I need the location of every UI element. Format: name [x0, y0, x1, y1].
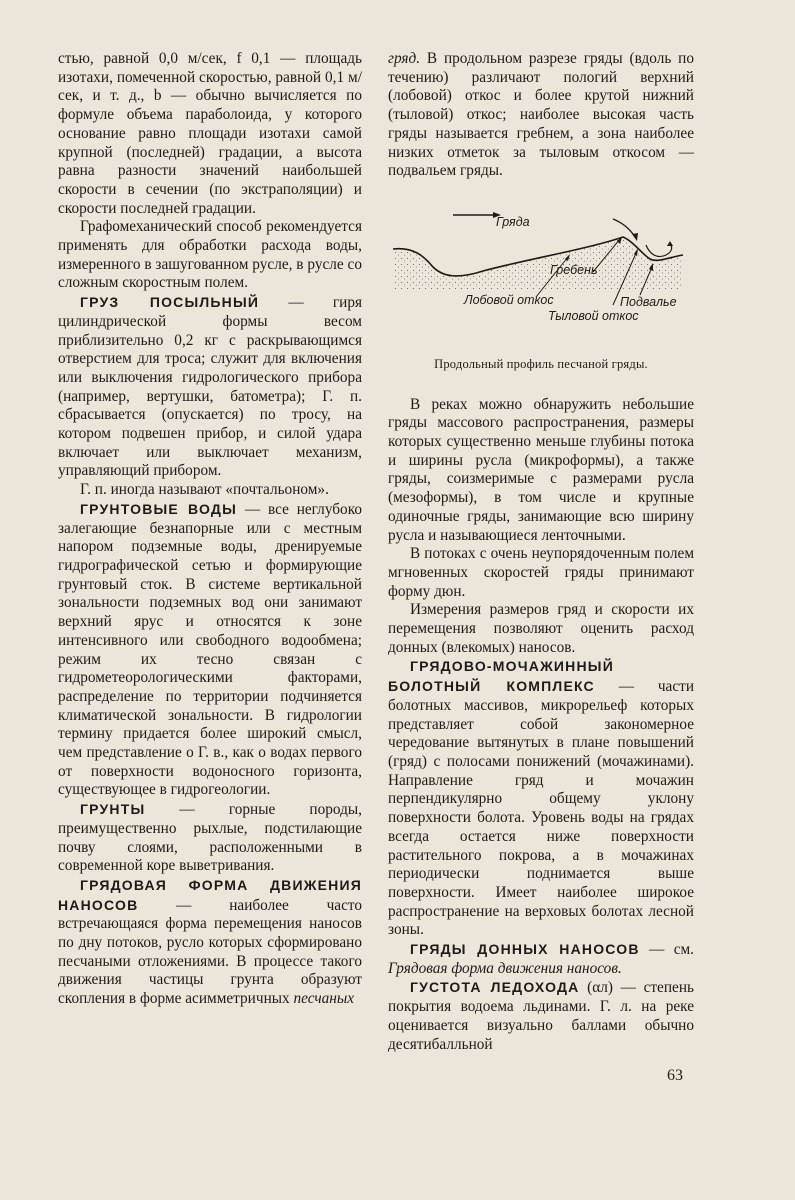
text-paragraph: Измерения размеров гряд и скорости их перемещения позволяют оценить расход донных (влекомых) наносов.	[388, 601, 694, 656]
sand-ridge-figure	[388, 197, 694, 347]
dictionary-entry	[58, 876, 362, 1009]
left-column	[58, 50, 362, 1009]
entry-term: ГРУНТОВЫЕ ВОДЫ	[80, 500, 238, 517]
text-paragraph: В реках можно обнаружить небольшие гряды массового распространения, размеры которых существенно меньше глубины потока и ширины русла (микроформы), а также гряды, соизмеримые с размерами русла (мезоформы), в том числе и крупные одиночные гряды, занимающие всю ширину русла и называющиеся ленточными.	[388, 395, 694, 544]
entry-term: ГРЯДЫ ДОННЫХ НАНОСОВ	[410, 941, 640, 958]
italic-word: гряд.	[388, 50, 421, 67]
label-crest: Гребень	[550, 262, 598, 277]
italic-word: песчаных	[293, 990, 355, 1008]
dictionary-entry	[58, 800, 362, 876]
page-number: 63	[667, 1067, 683, 1084]
label-ridge: Гряда	[496, 214, 530, 229]
entry-definition: (αл) — степень покрытия водоема льдинами. Г. л. на реке оценивается визуально баллами обычно десятибалльной	[388, 979, 694, 1053]
entry-term: ГРУЗ ПОСЫЛЬНЫЙ	[80, 294, 260, 311]
paragraph-text: В продольном разрезе гряды (вдоль по течению) различают пологий верхний (лобовой) откос и более крутой нижний (тыловой) откос; наиболее высокая часть гряды называется гребнем, а зона наиболее низких отметок за тыловым откосом — подвальем гряды.	[388, 50, 694, 180]
text-paragraph: Графомеханический способ рекомендуется применять для обработки расхода воды, измеренного в зашугованном русле, в русле со сложным скоростным полем.	[58, 218, 362, 292]
label-front-slope: Лобовой откос	[464, 292, 554, 307]
text-paragraph	[388, 50, 694, 181]
text-paragraph: Г. п. иногда называют «почтальоном».	[80, 481, 329, 499]
entry-definition: — части болотных массивов, микрорельеф которых представляет собой закономерное чередование вытянутых в плане повышений (гряд) с полосами понижений (мочажинами). Направление гряд и мочажин перпендикулярно общему уклону поверхности болота. Уровень воды на грядах всегда остается ниже поверхности растительного покрова, а в мочажинах периодически поднимается выше поверхности. Имеет наиболее широкое распространение на верховых болотах лесной зоны.	[388, 678, 695, 939]
cross-reference: Грядовая форма движения наносов.	[388, 959, 622, 977]
dictionary-entry	[388, 657, 694, 940]
label-rear-slope: Тыловой откос	[548, 308, 639, 323]
dictionary-entry	[58, 500, 362, 800]
label-trough: Подвалье	[620, 294, 677, 309]
entry-term: ГРУНТЫ	[80, 801, 146, 818]
text-paragraph: стью, равной 0,0 м/сек, f 0,1 — площадь изотахи, помеченной скоростью, равной 0,1 м/сек, и т. д., b — обычно вычисляется по формуле объема параболоида, у которого основание равно площади изотахи самой крупной (последней) градации, а высота равна разности значений наибольшей скорости в сечении (по экстраполяции) и скорости последней градации.	[58, 50, 362, 217]
dictionary-entry	[58, 293, 362, 481]
entry-term: ГРЯДОВАЯ ФОРМА ДВИЖЕНИЯ НАНОСОВ	[58, 876, 362, 913]
right-column	[388, 50, 694, 1054]
ridge-profile-diagram	[388, 197, 694, 347]
dictionary-entry	[388, 978, 694, 1054]
entry-definition: — см.	[639, 941, 694, 959]
entry-term: ГУСТОТА ЛЕДОХОДА	[410, 979, 580, 996]
sand-body	[393, 237, 683, 289]
text-paragraph: В потоках с очень неупорядоченным полем мгновенных скоростей гряды принимают форму дюн.	[388, 545, 694, 600]
figure-caption: Продольный профиль песчаной гряды.	[434, 356, 648, 371]
entry-term: ГРЯДОВО-МОЧАЖИННЫЙ БОЛОТНЫЙ КОМПЛЕКС	[388, 658, 614, 695]
entry-definition: — все неглубоко залегающие безнапорные или с местным напором подземные воды, дренируемые гидрографической сетью и формирующие грунтовый сток. В системе вертикальной зональности подземных вод они занимают верхний ярус и относятся к зоне интенсивного или свободного водообмена; режим их тесно связан с гидрометеорологическими факторами, распределение по территории подчиняется климатической зональности. В гидрологии термину придается более широкий смысл, чем представление о Г. в., как о водах первого от поверхности водоносного горизонта, существующее в гидрогеологии.	[58, 500, 362, 799]
entry-definition: — гиря цилиндрической формы весом приблизительно 0,2 кг с раскрывающимся отверстием для троса; служит для включения или выключения гидрологического прибора (например, вертушки, батометра); Г. п. сбрасывается (опускается) по тросу, на котором подвешен прибор, и силой удара включает или выключает механизм, управляющий прибором.	[58, 294, 363, 480]
dictionary-entry	[388, 940, 694, 978]
entry-definition: — горные породы, преимущественно рыхлые, подстилающие почву слоями, расположенными в современной коре выветривания.	[58, 801, 362, 875]
entry-definition: — наиболее часто встречающаяся форма перемещения наносов по дну потоков, русло которых сформировано песчаными отложениями. В процессе такого движения частицы грунта образуют скопления в форме асимметричных	[58, 896, 362, 1008]
